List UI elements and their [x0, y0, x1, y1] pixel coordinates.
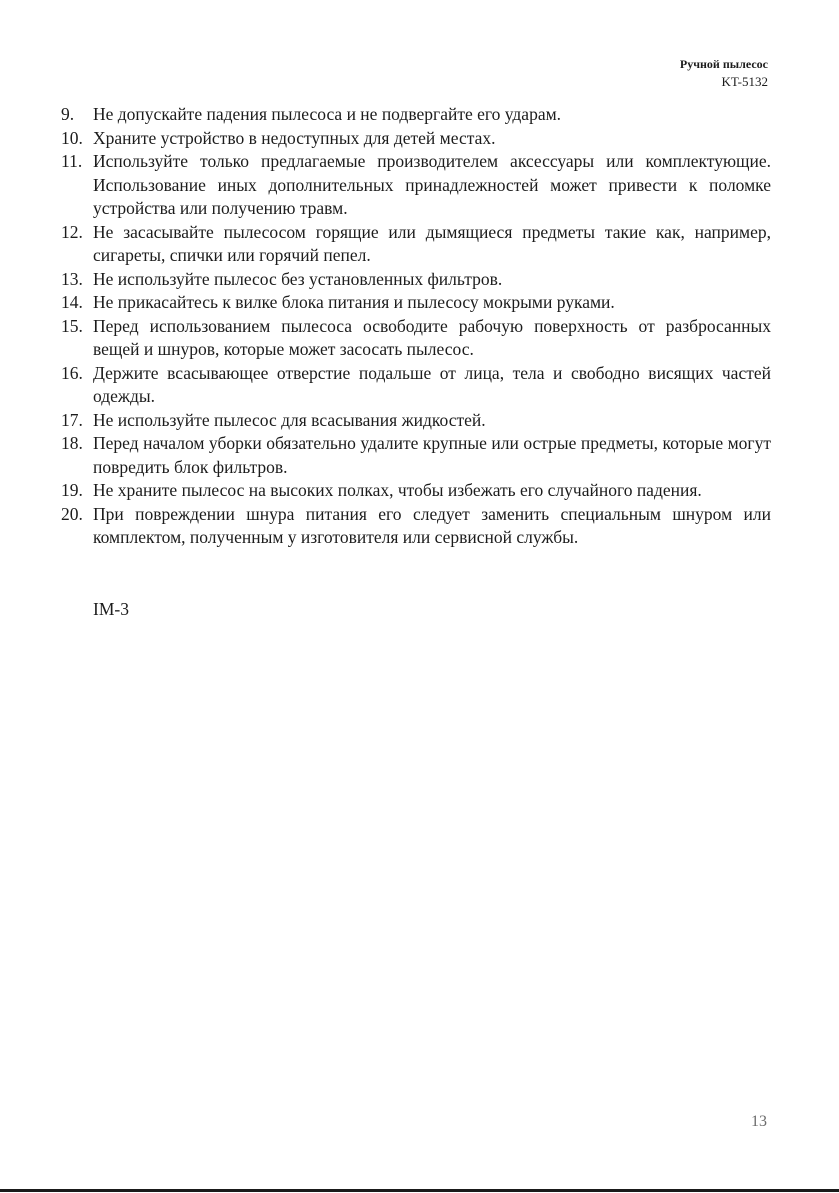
list-item [61, 221, 771, 268]
item-number: 15. [61, 315, 83, 336]
list-item [61, 127, 771, 151]
list-item [61, 479, 771, 503]
item-number: 18. [61, 433, 83, 453]
item-number: 20. [61, 503, 83, 524]
item-text: Перед использованием пылесоса освободите рабочую поверхность от разбросанных вещей и шнуров, которые может засосать пылесос. [93, 315, 771, 359]
header-product-title: Ручной пылесос [679, 57, 768, 71]
item-text: Не прикасайтесь к вилке блока питания и пылесосу мокрыми руками. [93, 292, 615, 312]
list-item [61, 432, 771, 479]
list-item [61, 503, 771, 550]
item-number: 11. [61, 151, 83, 171]
item-number: 10. [61, 127, 83, 148]
list-item [61, 291, 771, 315]
item-text: Используйте только предлагаемые производителем аксессуары или комплектующие. Использование иных дополнительных принадлежностей может привести к поломке устройства или получению травм. [93, 151, 771, 218]
list-item [61, 268, 771, 292]
item-number: 16. [61, 362, 83, 383]
item-text: Не допускайте падения пылесоса и не подвергайте его ударам. [93, 104, 562, 124]
item-text: Не используйте пылесос для всасывания жидкостей. [93, 409, 486, 430]
safety-instructions-list [61, 103, 771, 550]
item-text: Перед началом уборки обязательно удалите крупные или острые предметы, которые могут повредить блок фильтров. [93, 433, 771, 477]
list-item [61, 362, 771, 409]
bottom-divider [0, 1189, 839, 1192]
item-text: Не используйте пылесос без установленных фильтров. [93, 268, 503, 289]
header-model-number: KT-5132 [721, 74, 768, 89]
item-number: 13. [61, 268, 83, 289]
item-number: 17. [61, 409, 83, 430]
list-item [61, 315, 771, 362]
list-item [61, 409, 771, 433]
list-item [61, 103, 771, 127]
item-text: Не храните пылесос на высоких полках, чтобы избежать его случайного падения. [93, 480, 702, 500]
item-text: Держите всасывающее отверстие подальше от лица, тела и свободно висящих частей одежды. [93, 362, 771, 406]
page-header [680, 56, 768, 90]
item-number: 14. [61, 292, 83, 312]
item-number: 19. [61, 480, 83, 500]
item-number: 9. [61, 104, 75, 124]
document-code: IM-3 [93, 599, 129, 619]
page-number: 13 [751, 1113, 767, 1130]
item-text: При повреждении шнура питания его следует заменить специальным шнуром или комплектом, полученным у изготовителя или сервисной службы. [93, 503, 771, 547]
item-text: Храните устройство в недоступных для детей местах. [93, 127, 496, 148]
list-item [61, 150, 771, 221]
item-text: Не засасывайте пылесосом горящие или дымящиеся предметы такие как, например, сигареты, спички или горячий пепел. [93, 221, 771, 265]
item-number: 12. [61, 221, 83, 242]
